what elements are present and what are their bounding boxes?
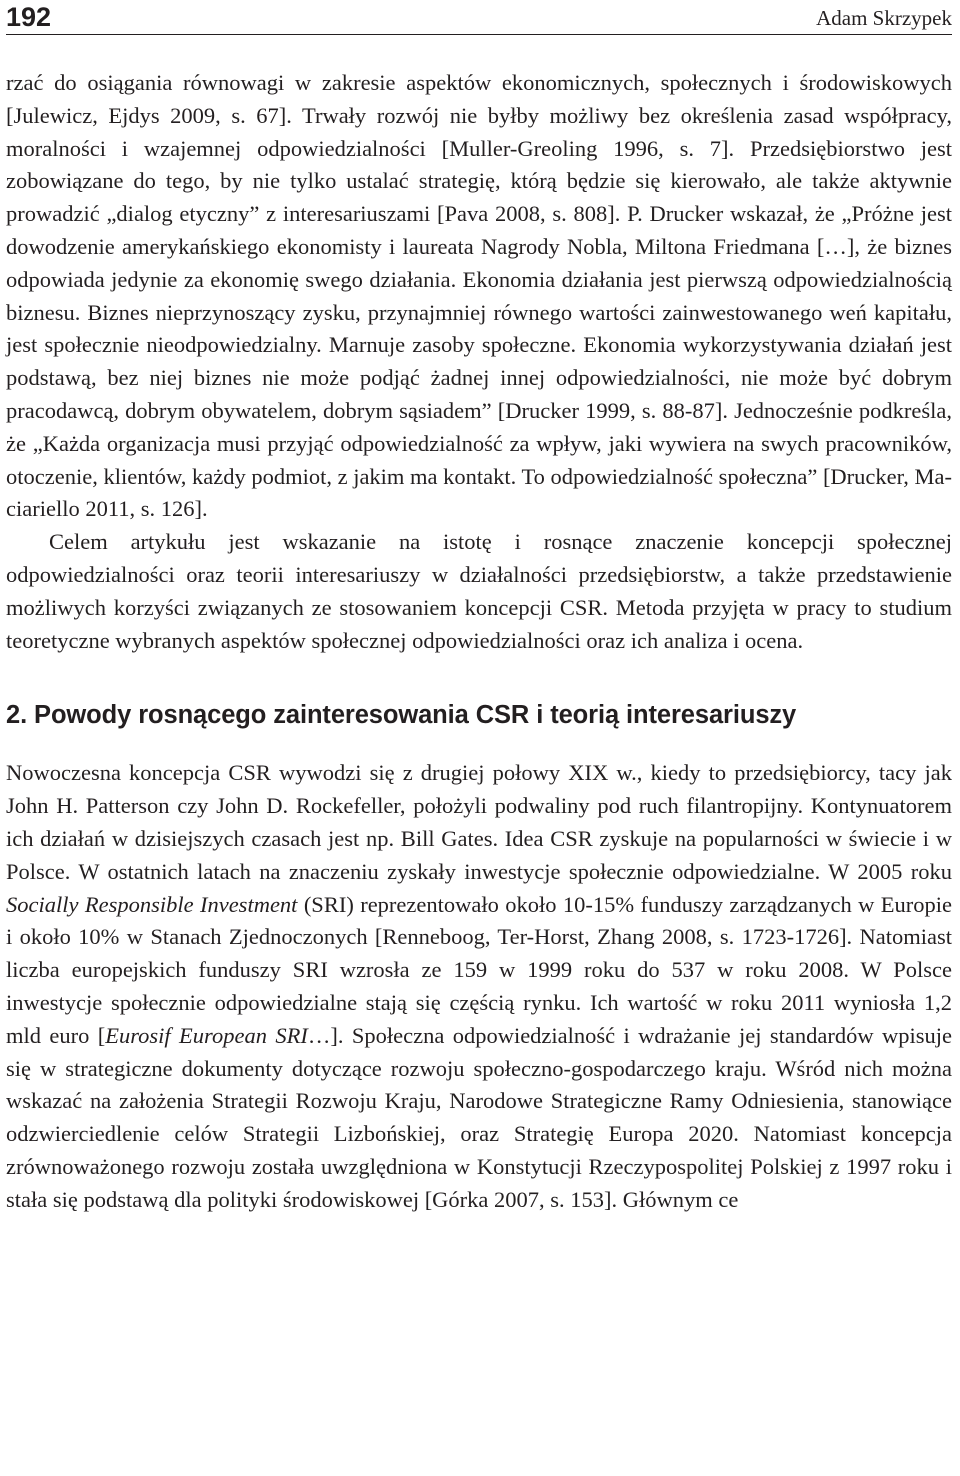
- text-run: (SRI) reprezentowało około 10-15% funduszy zarządzanych w Europie i około 10% w Stanach Zjednoczonych [Renneboog, Ter-Horst, Zhang 2008, s. 1723-1726]. Natomiast liczba europejskich funduszy SRI wzrosła ze 159 w 1999 roku do 537 w roku 2008. W Polsce inwestycje społecznie odpowiedzialne stają się częścią rynku. Ich wartość w roku 2011 wyniosła 1,2 mld euro [: [6, 891, 952, 1048]
- paragraph-continued: rzać do osiągania równowagi w zakresie aspektów ekonomicznych, społecznych i środowiskowych [Julewicz, Ejdys 2009, s. 67]. Trwały rozwój nie byłby możliwy bez określenia zasad współpracy, moralności i wzajemnej odpowiedzialności [Muller-Greoling 1996, s. 7]. Przedsiębiorstwo jest zobowiązane do tego, by nie tylko ustalać strategię, którą będzie się kierowało, ale także aktywnie prowadzić „dialog etyczny” z interesariuszami [Pava 2008, s. 808]. P. Drucker wskazał, że „Próżne jest dowodzenie amerykańskiego ekonomisty i laureata Nagrody Nobla, Miltona Friedmana […], że biznes odpowiada jedynie za ekonomię swego działania. Ekonomia działania jest pierwszą odpowiedzialnością biznesu. Biznes nieprzynoszący zysku, przynajmniej równego wartości zainwestowanego weń kapitału, jest społecznie nieodpowiedzialny. Marnuje zasoby społeczne. Ekonomia wykorzystywania działań jest podstawą, bez niej biznes nie może podjąć żadnej innej odpowiedzialności, nie może być dobrym pracodawcą, dobrym obywatelem, dobrym sąsiadem” [Drucker 1999, s. 88-87]. Jednocześnie podkreśla, że „Każda organizacja musi przyjąć odpowiedzialność za wpływ, jaki wywiera na swych pracowników, otoczenie, klientów, każdy podmiot, z jakim ma kontakt. To odpowiedzialność społeczna” [Drucker, Maciariello 2011, s. 126].: [6, 70, 952, 522]
- italic-citation-eurosif: Eurosif European SRI: [105, 1022, 308, 1048]
- paragraph-csr-origins: [6, 757, 952, 1216]
- page-number: 192: [6, 2, 52, 32]
- page: [6, 0, 952, 1217]
- running-author: Adam Skrzypek: [816, 6, 952, 30]
- paragraph-aim: Celem artykułu jest wskazanie na istotę i rosnące znaczenie koncepcji społecznej odpowiedzialności oraz teorii interesariuszy w działalności przedsiębiorstw, a także przedstawienie możliwych korzyści związanych ze stosowaniem koncepcji CSR. Metoda przyjęta w pracy to studium teoretyczne wybranych aspektów społecznej odpowiedzialności oraz ich analiza i ocena.: [6, 529, 952, 653]
- italic-term-sri: Socially Responsible Investment: [6, 891, 298, 917]
- text-run: …]. Społeczna odpowiedzialność i wdrażanie jej standardów wpisuje się w strategiczne dokumenty dotyczące rozwoju społeczno-gospodarczego kraju. Wśród nich można wskazać na założenia Strategii Rozwoju Kraju, Narodowe Strategiczne Ramy Odniesienia, stanowiące odzwierciedlenie celów Strategii Lizbońskiej, oraz Strategię Europa 2020. Natomiast koncepcja zrównoważonego rozwoju została uwzględniona w Konstytucji Rzeczypospolitej Polskiej z 1997 roku i stała się podstawą dla polityki środowiskowej [Górka 2007, s. 153]. Głównym ce: [6, 1022, 952, 1212]
- section-heading: 2. Powody rosnącego zainteresowania CSR i teorią interesariuszy: [6, 701, 797, 730]
- running-head: [6, 0, 952, 35]
- text-run: Nowoczesna koncepcja CSR wywodzi się z drugiej połowy XIX w., kiedy to przedsiębiorcy, tacy jak John H. Patterson czy John D. Rockefeller, położyli podwaliny pod ruch filantropijny. Kontynuatorem ich działań w dzisiejszych czasach jest np. Bill Gates. Idea CSR zyskuje na popularności w świecie i w Polsce. W ostatnich latach na znaczeniu zyskały inwestycje społecznie odpowiedzialne. W 2005 roku: [6, 760, 952, 884]
